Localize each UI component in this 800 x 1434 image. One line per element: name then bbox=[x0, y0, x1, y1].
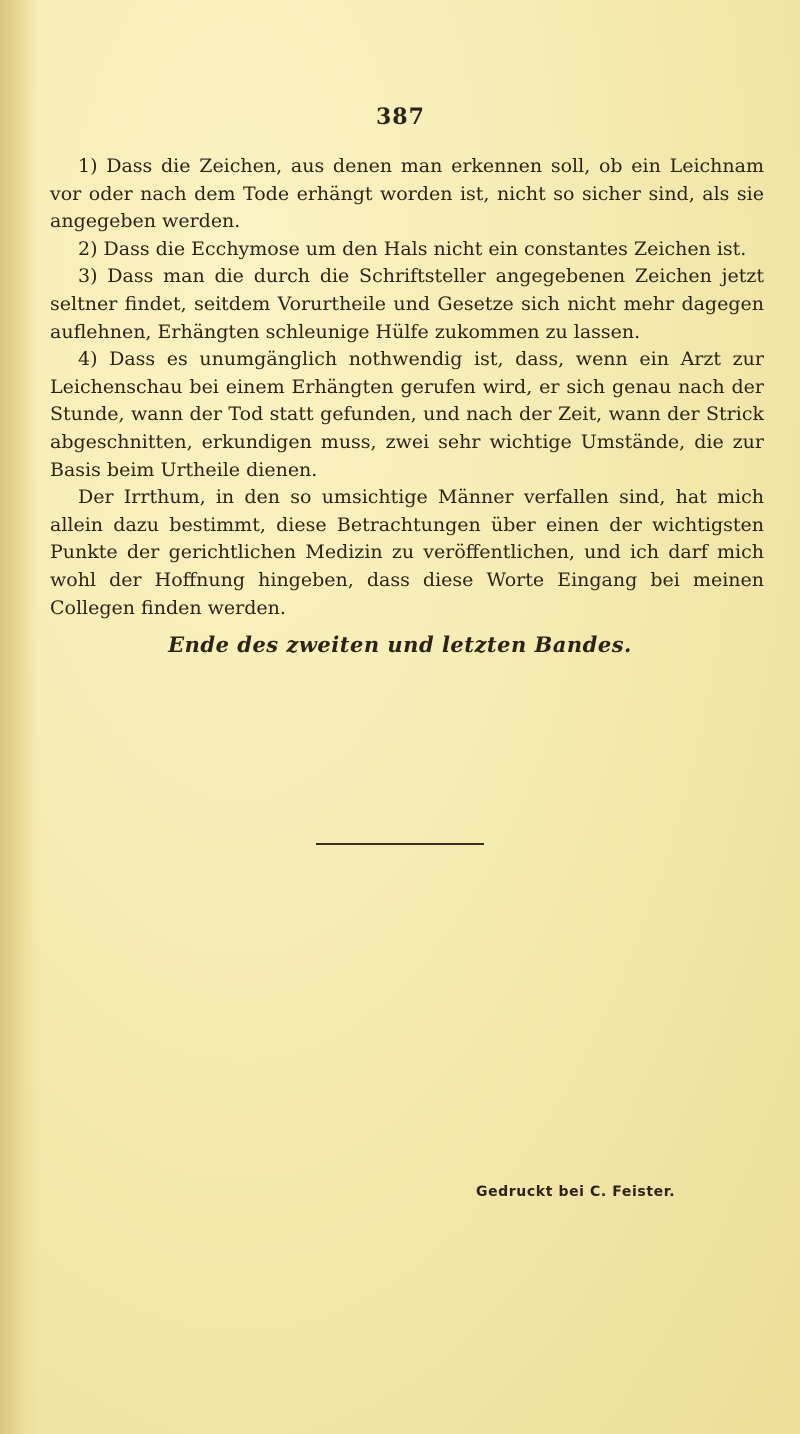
paragraph-2: 2) Dass die Ecchymose um den Hals nicht ein constantes Zeichen ist. bbox=[78, 237, 747, 260]
divider-rule bbox=[316, 843, 484, 845]
printer-imprint: Gedruckt bei C. Feister. bbox=[476, 1184, 676, 1200]
body-text bbox=[50, 153, 764, 622]
page-number: 387 bbox=[376, 104, 425, 130]
paragraph-3: 3) Dass man die durch die Schriftsteller angegebenen Zeichen jetzt seltner findet, seitdem Vorurtheile und Gesetze sich nicht mehr dagegen auflehnen, Erhängten schleunige Hülfe zukommen zu lassen. bbox=[50, 265, 764, 343]
page-edge-shadow bbox=[0, 0, 38, 1434]
paragraph-5: Der Irrthum, in den so umsichtige Männer verfallen sind, hat mich allein dazu bestimmt, diese Betrachtungen über einen der wichtigsten Punkte der gerichtlichen Medizin zu veröffentlichen, und ich darf mich wohl der Hoffnung hingeben, dass diese Worte Eingang bei meinen Collegen finden werden. bbox=[50, 486, 764, 619]
paragraph-1: 1) Dass die Zeichen, aus denen man erkennen soll, ob ein Leichnam vor oder nach dem Tode erhängt worden ist, nicht so sicher sind, als sie angegeben werden. bbox=[50, 155, 764, 233]
closing-line: Ende des zweiten und letzten Bandes. bbox=[168, 632, 632, 657]
paragraph-4: 4) Dass es unumgänglich nothwendig ist, dass, wenn ein Arzt zur Leichenschau bei einem Erhängten gerufen wird, er sich genau nach der Stunde, wann der Tod statt gefunden, und nach der Zeit, wann der Strick abgeschnitten, erkundigen muss, zwei sehr wichtige Umstände, die zur Basis beim Urtheile dienen. bbox=[50, 348, 764, 481]
